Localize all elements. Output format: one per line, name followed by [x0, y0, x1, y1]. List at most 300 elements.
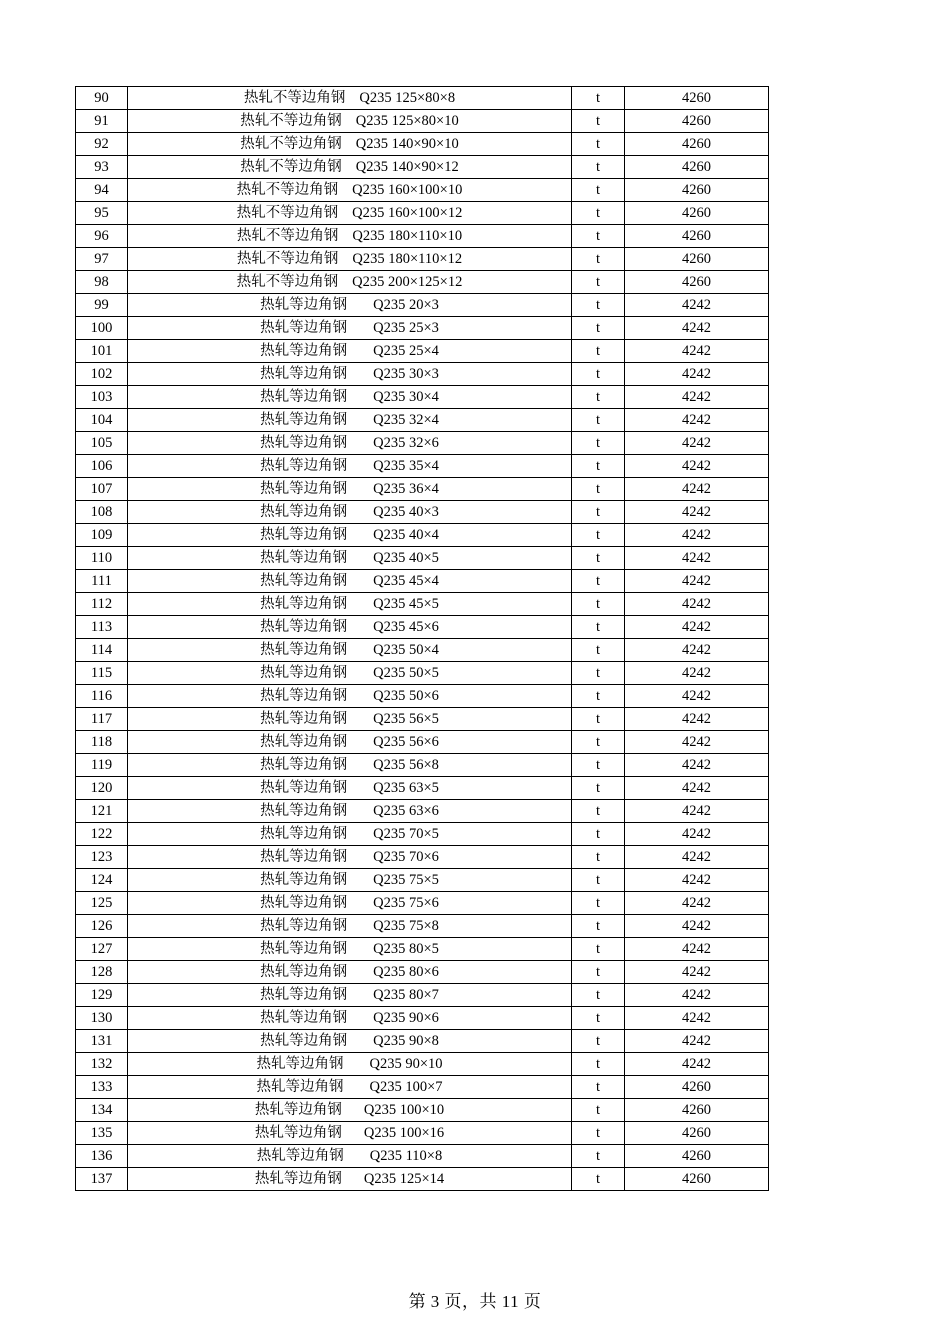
row-number: 127	[76, 938, 128, 961]
price-cell: 4242	[625, 938, 769, 961]
material-cell	[128, 708, 572, 731]
material-name: 热轧等边角钢	[260, 964, 348, 980]
material-name: 热轧等边角钢	[260, 550, 348, 566]
material-cell	[128, 409, 572, 432]
material-name: 热轧等边角钢	[260, 1033, 348, 1049]
table-row	[76, 1099, 769, 1122]
material-spec: Q235 80×7	[373, 987, 439, 1003]
table-row	[76, 317, 769, 340]
unit-cell: t	[572, 777, 625, 800]
row-number: 118	[76, 731, 128, 754]
material-spec: Q235 32×4	[373, 412, 439, 428]
price-cell: 4242	[625, 731, 769, 754]
material-name: 热轧等边角钢	[256, 1079, 344, 1095]
row-number: 90	[76, 87, 128, 110]
table-row	[76, 984, 769, 1007]
material-spec: Q235 20×3	[373, 297, 439, 313]
unit-cell: t	[572, 1168, 625, 1191]
row-number: 122	[76, 823, 128, 846]
material-cell	[128, 156, 572, 179]
table-row	[76, 892, 769, 915]
table-row	[76, 1122, 769, 1145]
row-number: 136	[76, 1145, 128, 1168]
material-spec: Q235 40×3	[373, 504, 439, 520]
material-cell	[128, 202, 572, 225]
row-number: 123	[76, 846, 128, 869]
unit-cell: t	[572, 731, 625, 754]
price-cell: 4242	[625, 662, 769, 685]
price-cell: 4242	[625, 409, 769, 432]
unit-cell: t	[572, 271, 625, 294]
material-name: 热轧不等边角钢	[236, 205, 339, 221]
material-spec: Q235 140×90×10	[355, 136, 459, 152]
material-name: 热轧不等边角钢	[240, 159, 342, 175]
unit-cell: t	[572, 547, 625, 570]
table-row	[76, 754, 769, 777]
price-cell: 4260	[625, 110, 769, 133]
material-name: 热轧等边角钢	[260, 780, 348, 796]
price-cell: 4242	[625, 386, 769, 409]
row-number: 100	[76, 317, 128, 340]
material-cell	[128, 225, 572, 248]
material-name: 热轧等边角钢	[260, 826, 348, 842]
table-row	[76, 1076, 769, 1099]
material-spec: Q235 80×6	[373, 964, 439, 980]
material-cell	[128, 1145, 572, 1168]
material-spec: Q235 125×80×10	[355, 113, 459, 129]
table-row	[76, 685, 769, 708]
table-row	[76, 478, 769, 501]
price-cell: 4242	[625, 455, 769, 478]
price-cell: 4242	[625, 639, 769, 662]
material-cell	[128, 984, 572, 1007]
unit-cell: t	[572, 1053, 625, 1076]
material-cell	[128, 1053, 572, 1076]
price-cell: 4242	[625, 294, 769, 317]
unit-cell: t	[572, 570, 625, 593]
price-cell: 4242	[625, 501, 769, 524]
row-number: 116	[76, 685, 128, 708]
material-name: 热轧不等边角钢	[236, 251, 339, 267]
table-row	[76, 340, 769, 363]
row-number: 121	[76, 800, 128, 823]
unit-cell: t	[572, 225, 625, 248]
material-name: 热轧等边角钢	[260, 734, 348, 750]
price-cell: 4260	[625, 1168, 769, 1191]
material-name: 热轧等边角钢	[260, 573, 348, 589]
price-cell: 4242	[625, 524, 769, 547]
table-row	[76, 87, 769, 110]
table-row	[76, 363, 769, 386]
material-spec: Q235 25×4	[373, 343, 439, 359]
material-cell	[128, 478, 572, 501]
unit-cell: t	[572, 409, 625, 432]
unit-cell: t	[572, 432, 625, 455]
table-row	[76, 409, 769, 432]
material-spec: Q235 45×6	[373, 619, 439, 635]
material-cell	[128, 823, 572, 846]
price-cell: 4242	[625, 754, 769, 777]
material-spec: Q235 125×80×8	[359, 90, 456, 106]
material-spec: Q235 45×5	[373, 596, 439, 612]
material-cell	[128, 110, 572, 133]
table-row	[76, 915, 769, 938]
unit-cell: t	[572, 616, 625, 639]
table-row	[76, 225, 769, 248]
material-cell	[128, 639, 572, 662]
row-number: 101	[76, 340, 128, 363]
table-row	[76, 731, 769, 754]
unit-cell: t	[572, 662, 625, 685]
row-number: 111	[76, 570, 128, 593]
table-row	[76, 846, 769, 869]
material-name: 热轧等边角钢	[260, 642, 348, 658]
table-row	[76, 248, 769, 271]
row-number: 91	[76, 110, 128, 133]
material-spec: Q235 180×110×12	[352, 251, 463, 267]
material-cell	[128, 1076, 572, 1099]
price-cell: 4242	[625, 593, 769, 616]
material-cell	[128, 869, 572, 892]
material-cell	[128, 892, 572, 915]
table-row	[76, 639, 769, 662]
unit-cell: t	[572, 708, 625, 731]
material-spec: Q235 160×100×10	[352, 182, 463, 198]
row-number: 92	[76, 133, 128, 156]
material-name: 热轧等边角钢	[260, 895, 348, 911]
material-spec: Q235 100×16	[363, 1125, 445, 1141]
material-spec: Q235 75×5	[373, 872, 439, 888]
material-spec: Q235 90×8	[373, 1033, 439, 1049]
material-cell	[128, 915, 572, 938]
price-cell: 4242	[625, 616, 769, 639]
material-spec: Q235 56×5	[373, 711, 439, 727]
table-row	[76, 133, 769, 156]
material-name: 热轧等边角钢	[260, 803, 348, 819]
price-cell: 4242	[625, 340, 769, 363]
material-name: 热轧不等边角钢	[240, 136, 342, 152]
material-name: 热轧不等边角钢	[243, 90, 346, 106]
price-cell: 4242	[625, 777, 769, 800]
material-cell	[128, 501, 572, 524]
unit-cell: t	[572, 1076, 625, 1099]
table-row	[76, 593, 769, 616]
row-number: 109	[76, 524, 128, 547]
material-spec: Q235 50×4	[373, 642, 439, 658]
table-row	[76, 777, 769, 800]
table-row	[76, 455, 769, 478]
price-cell: 4242	[625, 570, 769, 593]
table-row	[76, 294, 769, 317]
table-row	[76, 1168, 769, 1191]
price-cell: 4260	[625, 156, 769, 179]
material-cell	[128, 846, 572, 869]
unit-cell: t	[572, 915, 625, 938]
material-spec: Q235 25×3	[373, 320, 439, 336]
row-number: 103	[76, 386, 128, 409]
material-spec: Q235 32×6	[373, 435, 439, 451]
price-cell: 4242	[625, 846, 769, 869]
row-number: 129	[76, 984, 128, 1007]
unit-cell: t	[572, 478, 625, 501]
price-cell: 4260	[625, 133, 769, 156]
material-cell	[128, 455, 572, 478]
material-spec: Q235 63×6	[373, 803, 439, 819]
table-row	[76, 179, 769, 202]
material-name: 热轧等边角钢	[260, 435, 348, 451]
price-cell: 4242	[625, 432, 769, 455]
row-number: 107	[76, 478, 128, 501]
table-row	[76, 501, 769, 524]
material-name: 热轧等边角钢	[260, 849, 348, 865]
material-spec: Q235 50×6	[373, 688, 439, 704]
table-row	[76, 1145, 769, 1168]
material-cell	[128, 87, 572, 110]
unit-cell: t	[572, 340, 625, 363]
material-name: 热轧等边角钢	[260, 527, 348, 543]
row-number: 98	[76, 271, 128, 294]
price-cell: 4242	[625, 478, 769, 501]
material-cell	[128, 1168, 572, 1191]
row-number: 135	[76, 1122, 128, 1145]
material-spec: Q235 80×5	[373, 941, 439, 957]
row-number: 132	[76, 1053, 128, 1076]
row-number: 105	[76, 432, 128, 455]
material-spec: Q235 100×10	[363, 1102, 445, 1118]
table-row	[76, 662, 769, 685]
row-number: 120	[76, 777, 128, 800]
price-cell: 4260	[625, 1099, 769, 1122]
material-cell	[128, 294, 572, 317]
unit-cell: t	[572, 87, 625, 110]
material-spec: Q235 180×110×10	[352, 228, 463, 244]
material-spec: Q235 90×10	[369, 1056, 443, 1072]
material-spec: Q235 75×6	[373, 895, 439, 911]
material-cell	[128, 363, 572, 386]
unit-cell: t	[572, 455, 625, 478]
material-name: 热轧等边角钢	[260, 481, 348, 497]
unit-cell: t	[572, 317, 625, 340]
material-cell	[128, 1099, 572, 1122]
price-cell: 4242	[625, 984, 769, 1007]
unit-cell: t	[572, 1099, 625, 1122]
unit-cell: t	[572, 892, 625, 915]
material-cell	[128, 1007, 572, 1030]
row-number: 96	[76, 225, 128, 248]
material-spec: Q235 56×8	[373, 757, 439, 773]
material-cell	[128, 961, 572, 984]
material-name: 热轧不等边角钢	[236, 182, 339, 198]
unit-cell: t	[572, 938, 625, 961]
unit-cell: t	[572, 179, 625, 202]
price-cell: 4242	[625, 823, 769, 846]
material-name: 热轧等边角钢	[254, 1125, 342, 1141]
material-cell	[128, 386, 572, 409]
material-cell	[128, 179, 572, 202]
unit-cell: t	[572, 754, 625, 777]
material-cell	[128, 248, 572, 271]
price-cell: 4260	[625, 202, 769, 225]
price-cell: 4242	[625, 1007, 769, 1030]
material-spec: Q235 40×4	[373, 527, 439, 543]
material-name: 热轧等边角钢	[260, 665, 348, 681]
price-cell: 4242	[625, 892, 769, 915]
unit-cell: t	[572, 156, 625, 179]
material-name: 热轧等边角钢	[260, 688, 348, 704]
unit-cell: t	[572, 869, 625, 892]
material-cell	[128, 524, 572, 547]
unit-cell: t	[572, 1122, 625, 1145]
unit-cell: t	[572, 363, 625, 386]
material-name: 热轧等边角钢	[260, 458, 348, 474]
price-cell: 4242	[625, 708, 769, 731]
row-number: 125	[76, 892, 128, 915]
price-table-body	[76, 87, 769, 1191]
price-cell: 4260	[625, 225, 769, 248]
price-cell: 4260	[625, 179, 769, 202]
material-spec: Q235 56×6	[373, 734, 439, 750]
row-number: 134	[76, 1099, 128, 1122]
price-cell: 4260	[625, 248, 769, 271]
price-cell: 4260	[625, 271, 769, 294]
price-cell: 4260	[625, 1076, 769, 1099]
material-spec: Q235 70×6	[373, 849, 439, 865]
unit-cell: t	[572, 501, 625, 524]
price-cell: 4242	[625, 869, 769, 892]
material-spec: Q235 70×5	[373, 826, 439, 842]
price-cell: 4242	[625, 961, 769, 984]
row-number: 95	[76, 202, 128, 225]
material-spec: Q235 100×7	[369, 1079, 443, 1095]
material-name: 热轧等边角钢	[254, 1171, 342, 1187]
table-row	[76, 616, 769, 639]
row-number: 94	[76, 179, 128, 202]
table-row	[76, 386, 769, 409]
row-number: 126	[76, 915, 128, 938]
unit-cell: t	[572, 639, 625, 662]
row-number: 93	[76, 156, 128, 179]
row-number: 106	[76, 455, 128, 478]
row-number: 131	[76, 1030, 128, 1053]
material-name: 热轧等边角钢	[260, 320, 348, 336]
material-name: 热轧等边角钢	[260, 757, 348, 773]
material-name: 热轧等边角钢	[260, 987, 348, 1003]
material-name: 热轧等边角钢	[254, 1102, 342, 1118]
unit-cell: t	[572, 961, 625, 984]
price-cell: 4260	[625, 87, 769, 110]
material-spec: Q235 125×14	[363, 1171, 445, 1187]
row-number: 99	[76, 294, 128, 317]
price-cell: 4242	[625, 317, 769, 340]
unit-cell: t	[572, 524, 625, 547]
material-name: 热轧等边角钢	[260, 389, 348, 405]
material-name: 热轧等边角钢	[260, 872, 348, 888]
material-name: 热轧等边角钢	[260, 343, 348, 359]
material-cell	[128, 662, 572, 685]
material-spec: Q235 160×100×12	[352, 205, 463, 221]
unit-cell: t	[572, 386, 625, 409]
row-number: 117	[76, 708, 128, 731]
table-row	[76, 547, 769, 570]
material-spec: Q235 50×5	[373, 665, 439, 681]
material-cell	[128, 133, 572, 156]
row-number: 130	[76, 1007, 128, 1030]
unit-cell: t	[572, 1030, 625, 1053]
row-number: 115	[76, 662, 128, 685]
price-cell: 4242	[625, 1053, 769, 1076]
material-cell	[128, 754, 572, 777]
material-spec: Q235 40×5	[373, 550, 439, 566]
unit-cell: t	[572, 1007, 625, 1030]
material-cell	[128, 616, 572, 639]
price-cell: 4242	[625, 685, 769, 708]
material-cell	[128, 432, 572, 455]
material-name: 热轧等边角钢	[260, 918, 348, 934]
row-number: 137	[76, 1168, 128, 1191]
material-spec: Q235 200×125×12	[352, 274, 463, 290]
price-cell: 4260	[625, 1145, 769, 1168]
material-cell	[128, 777, 572, 800]
material-spec: Q235 45×4	[373, 573, 439, 589]
row-number: 104	[76, 409, 128, 432]
material-spec: Q235 30×4	[373, 389, 439, 405]
material-name: 热轧等边角钢	[260, 941, 348, 957]
table-row	[76, 961, 769, 984]
price-cell: 4242	[625, 800, 769, 823]
row-number: 110	[76, 547, 128, 570]
table-row	[76, 202, 769, 225]
table-row	[76, 869, 769, 892]
table-row	[76, 800, 769, 823]
material-cell	[128, 731, 572, 754]
material-name: 热轧等边角钢	[256, 1148, 344, 1164]
material-spec: Q235 63×5	[373, 780, 439, 796]
material-spec: Q235 36×4	[373, 481, 439, 497]
unit-cell: t	[572, 846, 625, 869]
table-row	[76, 1030, 769, 1053]
table-row	[76, 271, 769, 294]
page-footer: 第 3 页，共 11 页	[408, 1292, 542, 1311]
material-name: 热轧等边角钢	[260, 297, 348, 313]
unit-cell: t	[572, 133, 625, 156]
unit-cell: t	[572, 984, 625, 1007]
material-name: 热轧等边角钢	[260, 711, 348, 727]
table-row	[76, 110, 769, 133]
price-cell: 4242	[625, 363, 769, 386]
material-cell	[128, 570, 572, 593]
table-row	[76, 1053, 769, 1076]
material-cell	[128, 1122, 572, 1145]
unit-cell: t	[572, 110, 625, 133]
table-row	[76, 524, 769, 547]
material-name: 热轧不等边角钢	[236, 274, 339, 290]
table-row	[76, 570, 769, 593]
material-cell	[128, 1030, 572, 1053]
material-cell	[128, 800, 572, 823]
material-name: 热轧等边角钢	[260, 1010, 348, 1026]
table-row	[76, 708, 769, 731]
material-spec: Q235 75×8	[373, 918, 439, 934]
unit-cell: t	[572, 202, 625, 225]
row-number: 119	[76, 754, 128, 777]
material-cell	[128, 938, 572, 961]
row-number: 97	[76, 248, 128, 271]
material-name: 热轧等边角钢	[260, 619, 348, 635]
row-number: 124	[76, 869, 128, 892]
row-number: 128	[76, 961, 128, 984]
material-name: 热轧等边角钢	[260, 366, 348, 382]
material-name: 热轧等边角钢	[260, 504, 348, 520]
